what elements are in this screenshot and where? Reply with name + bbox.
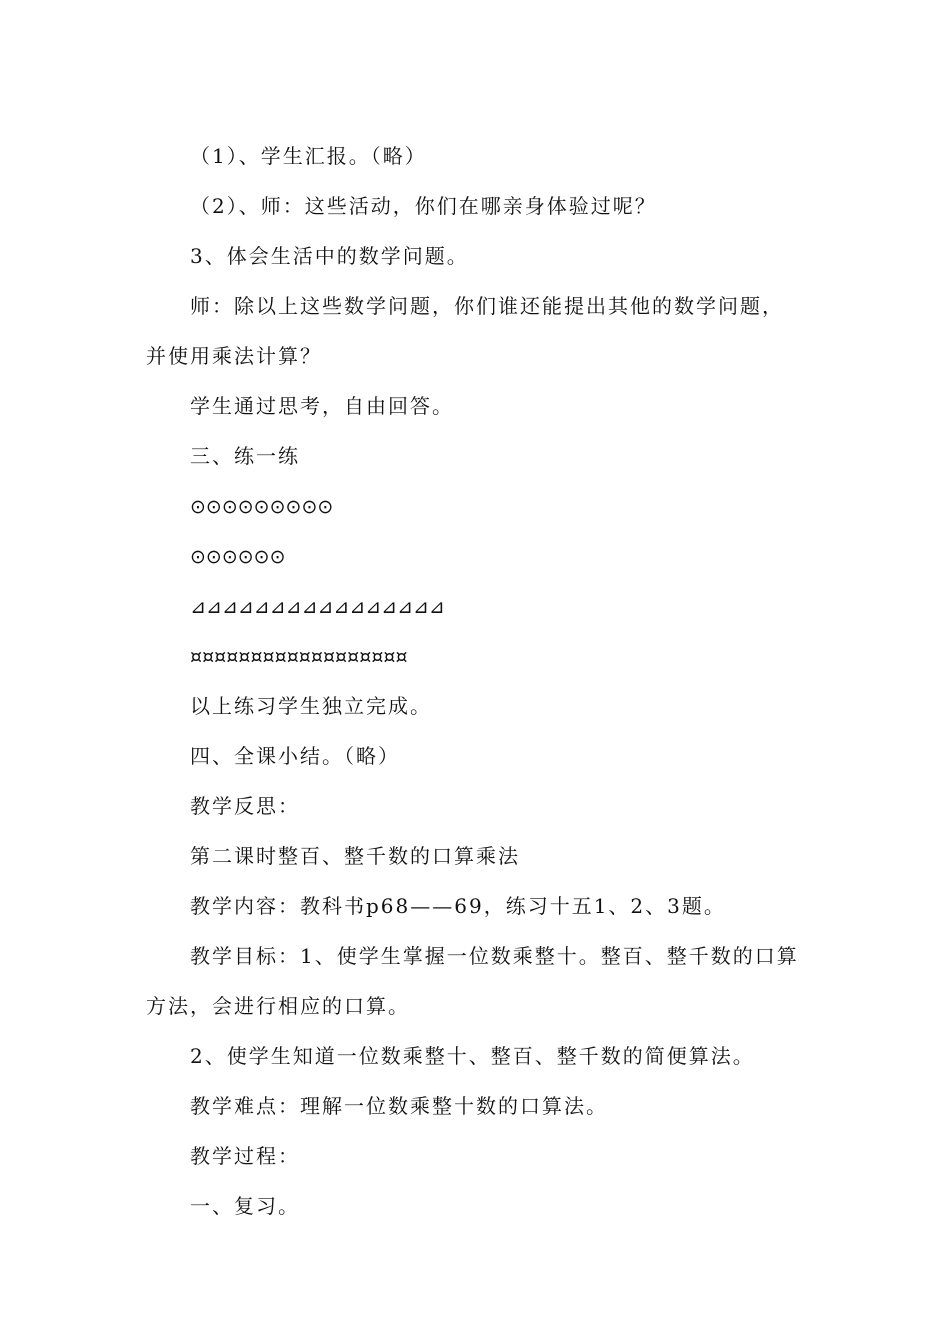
symbol-row: ⊙⊙⊙⊙⊙⊙	[190, 546, 286, 568]
paragraph-line	[146, 731, 810, 781]
paragraph-line	[146, 431, 810, 481]
paragraph-text: 2、使学生知道一位数乘整十、整百、整千数的简便算法。	[190, 1044, 755, 1068]
paragraph-text: （1）、学生汇报。（略）	[190, 144, 427, 168]
paragraph-line	[146, 1031, 810, 1081]
paragraph-line	[146, 481, 810, 531]
paragraph-line	[146, 281, 810, 331]
symbol-row: ¤¤¤¤¤¤¤¤¤¤¤¤¤¤¤¤¤¤	[190, 646, 408, 668]
paragraph-line	[146, 931, 810, 981]
document-body	[146, 131, 810, 1231]
paragraph-text: 以上练习学生独立完成。	[190, 694, 432, 718]
paragraph-line	[146, 381, 810, 431]
paragraph-line	[146, 181, 810, 231]
paragraph-text: 三、练一练	[190, 444, 300, 468]
paragraph-line	[146, 131, 810, 181]
paragraph-line	[146, 631, 810, 681]
paragraph-line	[146, 1131, 810, 1181]
paragraph-line	[146, 1081, 810, 1131]
paragraph-text: 教学内容：教科书p68——69，练习十五1、2、3题。	[190, 894, 726, 918]
paragraph-text: 四、全课小结。（略）	[190, 744, 400, 768]
paragraph-text: 并使用乘法计算？	[146, 344, 322, 368]
symbol-row: ⊙⊙⊙⊙⊙⊙⊙⊙⊙	[190, 496, 334, 518]
paragraph-text: 方法，会进行相应的口算。	[146, 994, 410, 1018]
paragraph-line	[146, 881, 810, 931]
paragraph-text: 学生通过思考，自由回答。	[190, 394, 454, 418]
paragraph-line	[146, 681, 810, 731]
paragraph-text: 师：除以上这些数学问题，你们谁还能提出其他的数学问题，	[190, 294, 784, 318]
paragraph-line	[146, 1181, 810, 1231]
paragraph-line	[146, 981, 810, 1031]
paragraph-text: 第二课时整百、整千数的口算乘法	[190, 844, 520, 868]
paragraph-line	[146, 781, 810, 831]
paragraph-text: 3、体会生活中的数学问题。	[190, 244, 469, 268]
paragraph-line	[146, 331, 810, 381]
paragraph-text: 教学反思：	[190, 794, 300, 818]
paragraph-text: （2）、师：这些活动，你们在哪亲身体验过呢？	[190, 194, 657, 218]
paragraph-line	[146, 531, 810, 581]
paragraph-line	[146, 231, 810, 281]
paragraph-line	[146, 581, 810, 631]
paragraph-line	[146, 831, 810, 881]
paragraph-text: 教学过程：	[190, 1144, 300, 1168]
paragraph-text: 教学目标：1、使学生掌握一位数乘整十。整百、整千数的口算	[190, 944, 799, 968]
symbol-row: ⊿⊿⊿⊿⊿⊿⊿⊿⊿⊿⊿⊿⊿⊿⊿⊿	[190, 596, 445, 618]
paragraph-text: 教学难点：理解一位数乘整十数的口算法。	[190, 1094, 608, 1118]
paragraph-text: 一、复习。	[190, 1194, 300, 1218]
